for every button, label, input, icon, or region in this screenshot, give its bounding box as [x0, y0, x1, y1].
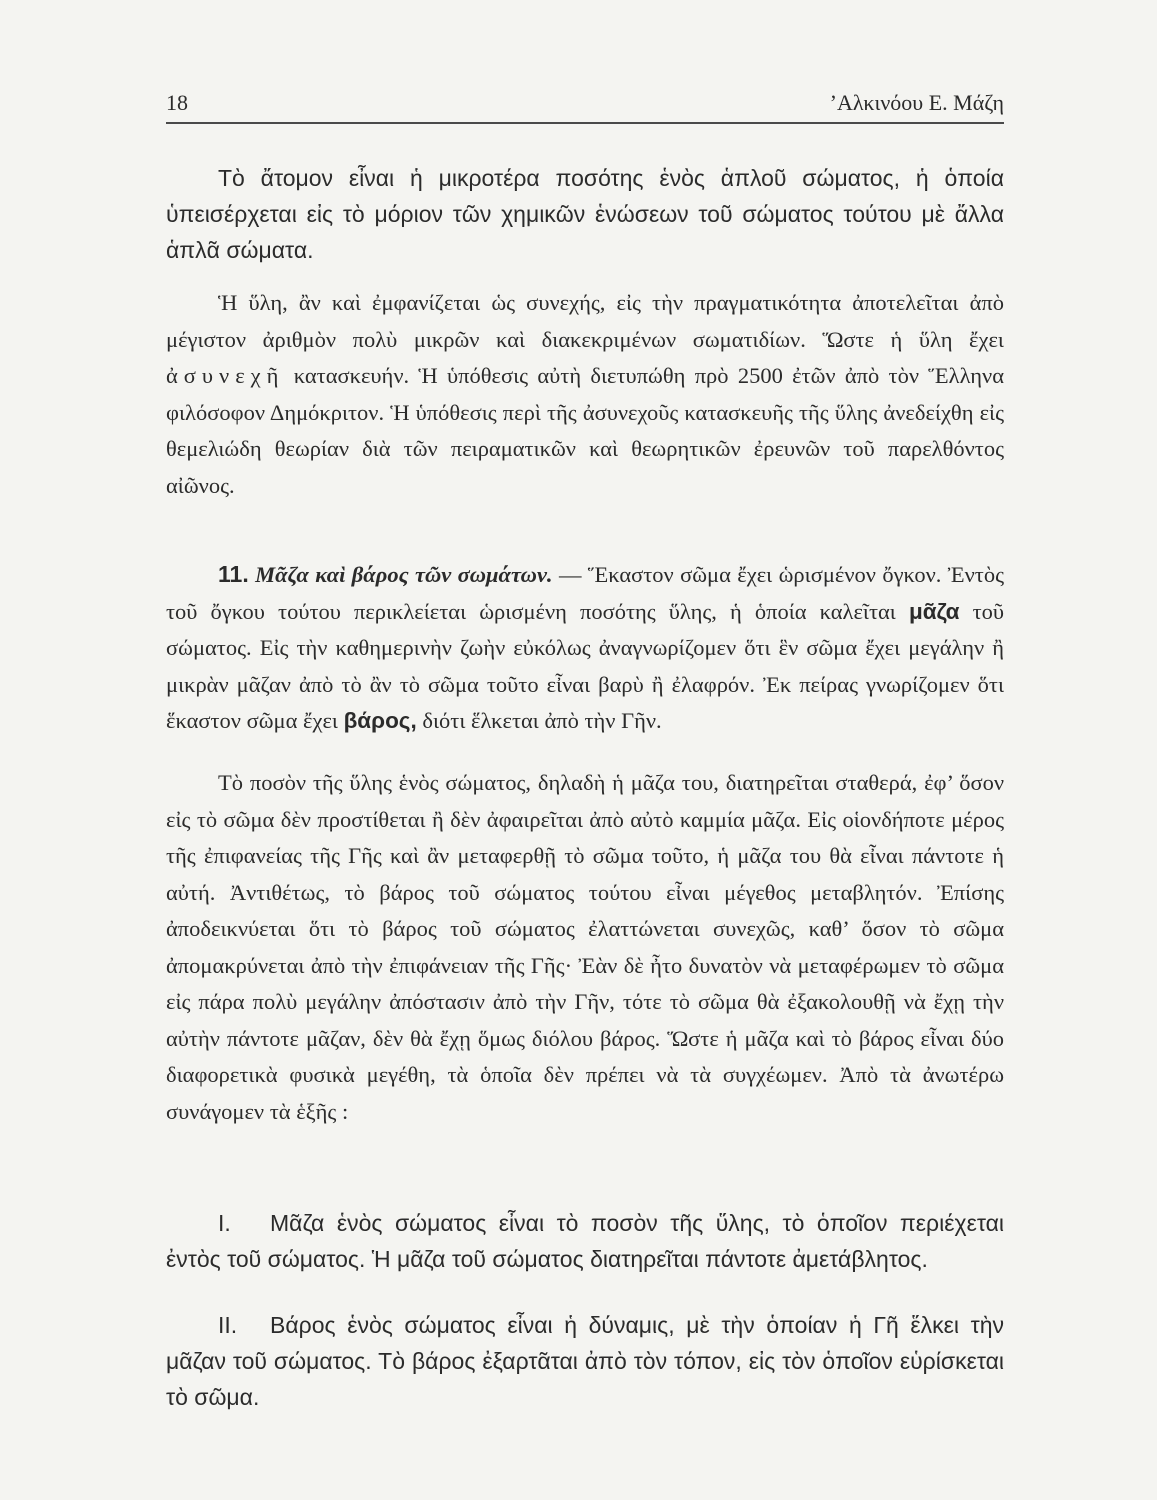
summary-marker-2: II.: [218, 1312, 238, 1338]
section-text-3: διότι ἕλκεται ἀπὸ τὴν Γῆν.: [422, 708, 662, 733]
section-title: Μᾶζα καὶ βάρος τῶν σωμάτων.: [255, 562, 553, 587]
term-weight: βάρος,: [343, 708, 417, 733]
page-number: 18: [166, 90, 188, 115]
matter-paragraph: [166, 285, 1004, 504]
summary-text-1: Μᾶζα ἑνὸς σώματος εἶναι τὸ ποσὸν τῆς ὕλης, τὸ ὁποῖον περιέχεται ἐντὸς τοῦ σώματος. Ἡ μᾶζα τοῦ σώματος διατηρεῖται πάντοτε ἀμετάβλητος.: [166, 1210, 1004, 1272]
section-11-paragraph: [166, 556, 1004, 740]
term-mass: μᾶζα: [908, 598, 960, 624]
summary-item-2: [166, 1307, 1004, 1415]
discontinuous-term: ἀσυνεχῆ: [166, 363, 285, 388]
summary-item-1: [166, 1205, 1004, 1277]
section-text-2: τοῦ σώματος. Εἰς τὴν καθημερινὴν ζωὴν εὐκόλως ἀναγνωρίζομεν ὅτι ἓν σῶμα ἔχει μεγάλην ἢ μικρὰν μᾶζαν ἀπὸ τὸ ἂν τὸ σῶμα τοῦτο εἶναι βαρὺ ἢ ἐλαφρόν. Ἐκ πείρας γνωρίζομεν ὅτι ἕκαστον σῶμα ἔχει: [166, 598, 1005, 733]
summary-marker-1: I.: [218, 1210, 231, 1236]
matter-text-1: Ἡ ὕλη, ἂν καὶ ἐμφανίζεται ὡς συνεχής, εἰς τὴν πραγματικότητα ἀποτελεῖται ἀπὸ μέγιστον ἀριθμὸν πολὺ μικρῶν καὶ διακεκριμένων σωματιδίων. Ὥστε ἡ ὕλη ἔχει: [166, 290, 1004, 352]
section-number: 11.: [218, 561, 249, 587]
running-head: ’Αλκινόου Ε. Μάζη: [829, 90, 1004, 115]
atom-definition-paragraph: Τὸ ἄτομον εἶναι ἡ μικροτέρα ποσότης ἑνὸς ἁπλοῦ σώματος, ἡ ὁποία ὑπεισέρχεται εἰς τὸ μόριον τῶν χημικῶν ἑνώσεων τοῦ σώματος τούτου μὲ ἄλλα ἁπλᾶ σώματα.: [166, 165, 1004, 263]
summary-text-2: Βάρος ἑνὸς σώματος εἶναι ἡ δύναμις, μὲ τὴν ὁποίαν ἡ Γῆ ἕλκει τὴν μᾶζαν τοῦ σώματος. Τὸ βάρος ἐξαρτᾶται ἀπὸ τὸν τόπον, εἰς τὸν ὁποῖον εὑρίσκεται τὸ σῶμα.: [166, 1312, 1004, 1410]
section-text-1: — Ἕκαστον σῶμα ἔχει ὡρισμένον ὄγκον. Ἐντὸς τοῦ ὄγκου τούτου περικλείεται ὡρισμένη ποσότης ὕλης, ἡ ὁποία καλεῖται: [166, 562, 1005, 624]
mass-weight-paragraph: Τὸ ποσὸν τῆς ὕλης ἑνὸς σώματος, δηλαδὴ ἡ μᾶζα του, διατηρεῖται σταθερά, ἐφ’ ὅσον εἰς τὸ σῶμα δὲν προστίθεται ἢ δὲν ἀφαιρεῖται ἀπὸ αὐτὸ καμμία μᾶζα. Εἰς οἱονδήποτε μέρος τῆς ἐπιφανείας τῆς Γῆς καὶ ἂν μεταφερθῇ τὸ σῶμα τοῦτο, ἡ μᾶζα του θὰ εἶναι πάντοτε ἡ αὐτή. Ἀντιθέτως, τὸ βάρος τοῦ σώματος τούτου εἶναι μέγεθος μεταβλητόν. Ἐπίσης ἀποδεικνύεται ὅτι τὸ βάρος τοῦ σώματος ἐλαττώνεται συνεχῶς, καθ’ ὅσον τὸ σῶμα ἀπομακρύνεται ἀπὸ τὴν ἐπιφάνειαν τῆς Γῆς· Ἐὰν δὲ ἦτο δυνατὸν νὰ μεταφέρωμεν τὸ σῶμα εἰς πάρα πολὺ μεγάλην ἀπόστασιν ἀπὸ τὴν Γῆν, τότε τὸ σῶμα θὰ ἐξακολουθῇ νὰ ἔχῃ τὴν αὐτὴν πάντοτε μᾶζαν, δὲν θὰ ἔχῃ ὅμως διόλου βάρος. Ὥστε ἡ μᾶζα καὶ τὸ βάρος εἶναι δύο διαφορετικὰ φυσικὰ μεγέθη, τὰ ὁποῖα δὲν πρέπει νὰ τὰ συγχέωμεν. Ἀπὸ τὰ ἀνωτέρω συνάγομεν τὰ ἑξῆς :: [166, 770, 1004, 1124]
page-header: [166, 86, 1004, 124]
matter-text-2: κατασκευήν. Ἡ ὑπόθεσις αὐτὴ διετυπώθη πρὸ 2500 ἐτῶν ἀπὸ τὸν Ἕλληνα φιλόσοφον Δημόκριτον. Ἡ ὑπόθεσις περὶ τῆς ἀσυνεχοῦς κατασκευῆς τῆς ὕλης ἀνεδείχθη εἰς θεμελιώδη θεωρίαν διὰ τῶν πειραματικῶν καὶ θεωρητικῶν ἐρευνῶν τοῦ παρελθόντος αἰῶνος.: [166, 363, 1005, 498]
